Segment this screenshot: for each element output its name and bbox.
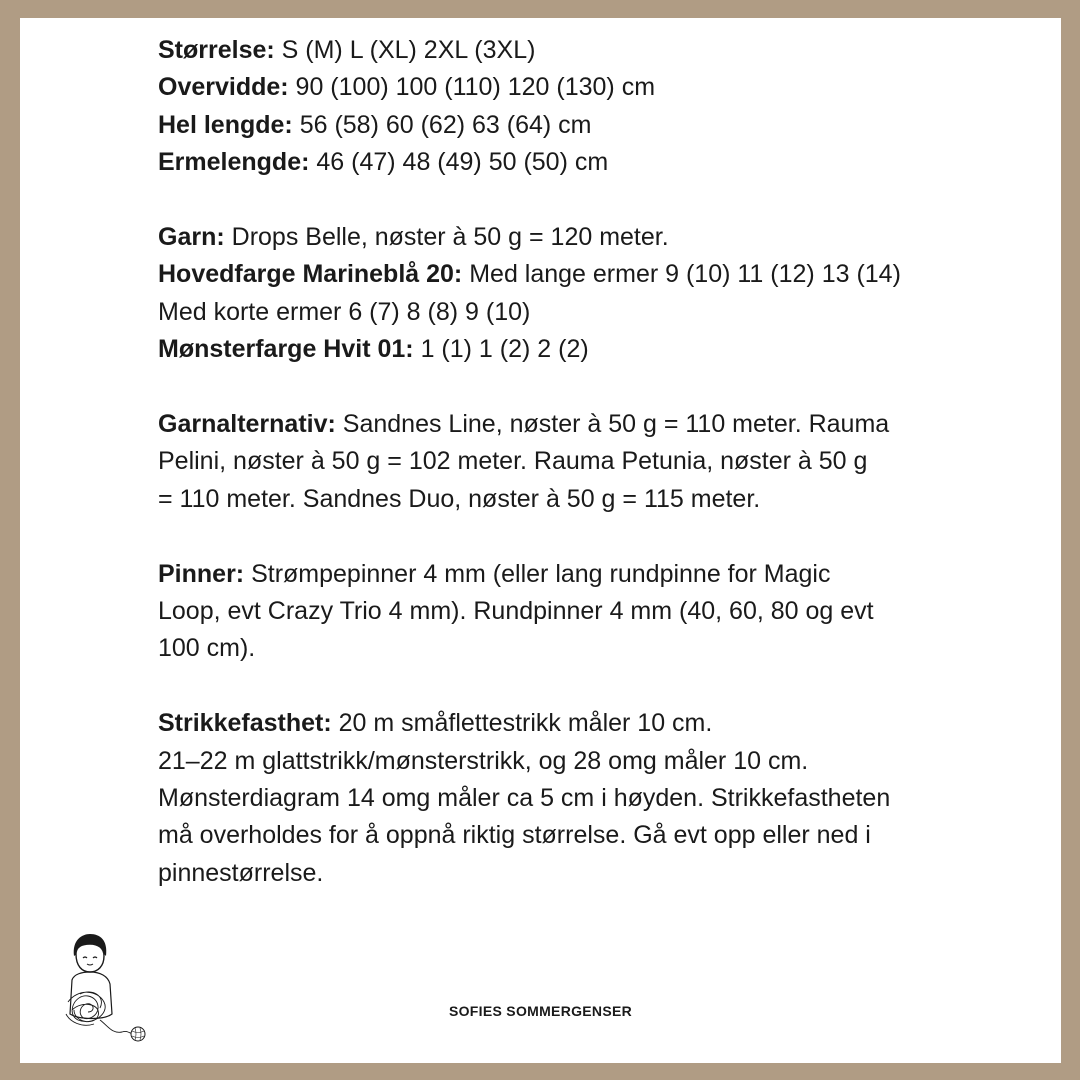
spec-sleeve: Ermelengde: 46 (47) 48 (49) 50 (50) cm (158, 148, 609, 177)
specs-block (158, 32, 958, 182)
yarn-line: Garn: Drops Belle, nøster à 50 g = 120 meter. (158, 223, 669, 252)
gauge-line-1: Strikkefasthet: 20 m småflettestrikk måler 10 cm. (158, 709, 713, 738)
gauge-block (158, 705, 958, 892)
gauge-line-5: pinnestørrelse. (158, 858, 324, 887)
short-sleeves-line: Med korte ermer 6 (7) 8 (8) 9 (10) (158, 297, 531, 326)
alternative-block (158, 406, 958, 518)
spec-width: Overvidde: 90 (100) 100 (110) 120 (130) cm (158, 73, 656, 102)
content (158, 32, 958, 930)
spec-size: Størrelse: S (M) L (XL) 2XL (3XL) (158, 36, 536, 64)
gauge-line-3: Mønsterdiagram 14 omg måler ca 5 cm i høyden. Strikkefastheten (158, 784, 891, 813)
gauge-line-4: må overholdes for å oppnå riktig størrelse. Gå evt opp eller ned i (158, 821, 871, 850)
footer-title: SOFIES SOMMERGENSER (448, 1003, 633, 1019)
knitter-illustration-icon (52, 930, 146, 1042)
needles-block (158, 556, 958, 668)
needles-line-2: Loop, evt Crazy Trio 4 mm). Rundpinner 4 mm (40, 60, 80 og evt (158, 597, 874, 626)
yarn-block (158, 219, 958, 369)
gauge-line-2: 21–22 m glattstrikk/mønsterstrikk, og 28 omg måler 10 cm. (158, 746, 809, 775)
needles-line-3: 100 cm). (158, 634, 256, 663)
spec-length: Hel lengde: 56 (58) 60 (62) 63 (64) cm (158, 110, 592, 139)
alternative-line-2: Pelini, nøster à 50 g = 102 meter. Rauma Petunia, nøster à 50 g (158, 447, 868, 476)
alternative-line-1: Garnalternativ: Sandnes Line, nøster à 50 g = 110 meter. Rauma (158, 410, 890, 439)
alternative-line-3: = 110 meter. Sandnes Duo, nøster à 50 g = 115 meter. (158, 484, 761, 513)
page (20, 18, 1061, 1063)
pattern-color-line: Mønsterfarge Hvit 01: 1 (1) 1 (2) 2 (2) (158, 335, 589, 364)
main-color-line: Hovedfarge Marineblå 20: Med lange ermer 9 (10) 11 (12) 13 (14) (158, 260, 901, 289)
needles-line-1: Pinner: Strømpepinner 4 mm (eller lang rundpinne for Magic (158, 559, 831, 588)
